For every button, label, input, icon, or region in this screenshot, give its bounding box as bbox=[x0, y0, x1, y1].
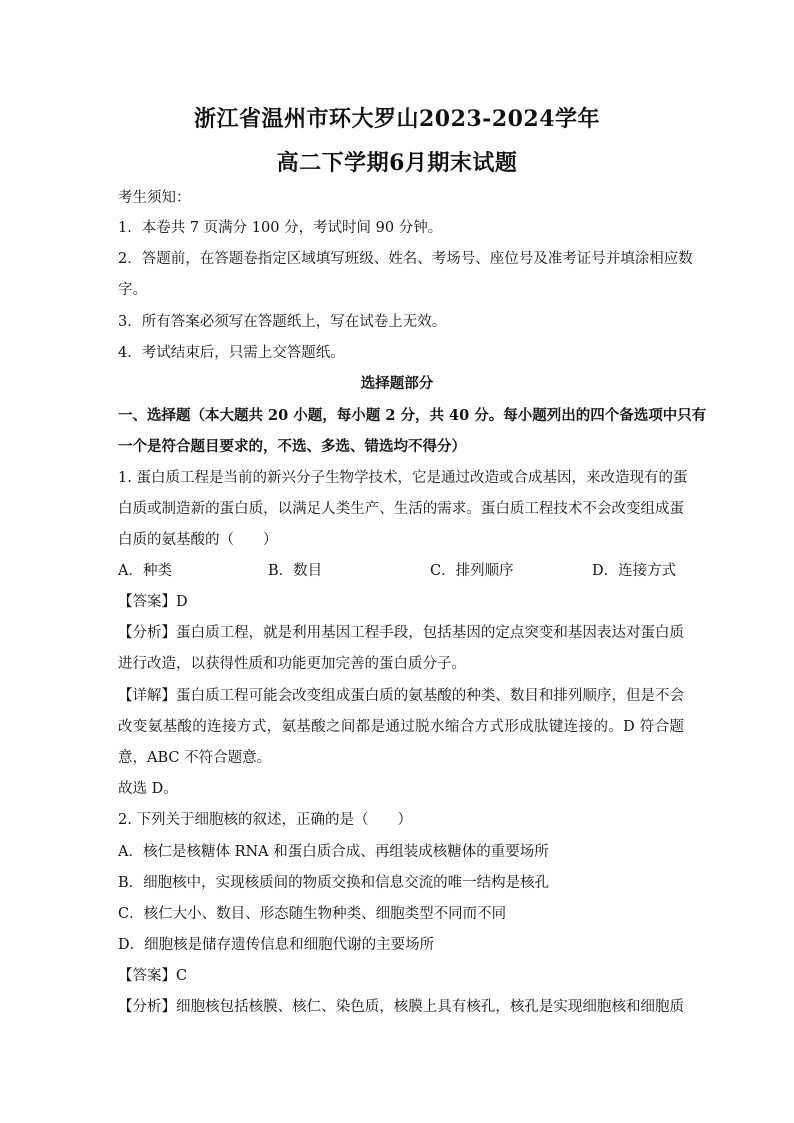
q1-detail-line-3: 意，ABC 不符合题意。 bbox=[118, 750, 272, 766]
q1-stem-line-1: 1. 蛋白质工程是当前的新兴分子生物学技术，它是通过改造或合成基因，来改造现有的蛋 bbox=[118, 470, 688, 486]
q1-option-b: B．数目 bbox=[268, 563, 323, 579]
notice-item-1: 1．本卷共 7 页满分 100 分，考试时间 90 分钟。 bbox=[118, 220, 443, 236]
section-instruction-1: 一、选择题（本大题共 20 小题，每小题 2 分，共 40 分。每小题列出的四个备选项中只有 bbox=[118, 407, 707, 424]
q2-option-a: A．核仁是核糖体 RNA 和蛋白质合成、再组装成核糖体的重要场所 bbox=[118, 844, 549, 860]
q1-analysis-line-1: 【分析】蛋白质工程，就是利用基因工程手段，包括基因的定点突变和基因表达对蛋白质 bbox=[118, 625, 684, 641]
exam-title-line-1: 浙江省温州市环大罗山2023-2024学年 bbox=[193, 106, 601, 132]
q2-option-d: D．细胞核是储存遗传信息和细胞代谢的主要场所 bbox=[118, 937, 435, 953]
q2-answer: 【答案】C bbox=[118, 968, 188, 984]
q1-analysis-line-2: 进行改造，以获得性质和功能更加完善的蛋白质分子。 bbox=[118, 656, 466, 672]
q2-analysis-line-1: 【分析】细胞核包括核膜、核仁、染色质，核膜上具有核孔，核孔是实现细胞核和细胞质 bbox=[118, 999, 684, 1015]
q1-conclusion: 故选 D。 bbox=[118, 781, 178, 797]
q1-detail-line-1: 【详解】蛋白质工程可能会改变组成蛋白质的氨基酸的种类、数目和排列顺序，但是不会 bbox=[118, 688, 684, 704]
q1-option-c: C．排列顺序 bbox=[430, 563, 514, 579]
q1-option-a: A．种类 bbox=[118, 563, 172, 579]
q2-option-c: C．核仁大小、数目、形态随生物种类、细胞类型不同而不同 bbox=[118, 906, 507, 922]
q2-option-b: B．细胞核中，实现核质间的物质交换和信息交流的唯一结构是核孔 bbox=[118, 875, 550, 891]
section-title: 选择题部分 bbox=[360, 375, 434, 392]
notice-item-4: 4．考试结束后，只需上交答题纸。 bbox=[118, 345, 345, 361]
q1-stem-line-3: 白质的氨基酸的（ ） bbox=[118, 532, 278, 548]
section-instruction-2: 一个是符合题目要求的，不选、多选、错选均不得分） bbox=[118, 438, 466, 455]
notice-item-3: 3．所有答案必须写在答题纸上，写在试卷上无效。 bbox=[118, 314, 447, 330]
notice-heading: 考生须知： bbox=[118, 190, 191, 206]
notice-item-2: 2．答题前，在答题卷指定区域填写班级、姓名、考场号、座位号及准考证号并填涂相应数 bbox=[118, 251, 693, 267]
notice-item-2-cont: 字。 bbox=[118, 282, 147, 298]
q2-stem: 2. 下列关于细胞核的叙述，正确的是（ ） bbox=[118, 812, 412, 828]
q1-stem-line-2: 白质或制造新的蛋白质，以满足人类生产、生活的需求。蛋白质工程技术不会改变组成蛋 bbox=[118, 501, 684, 517]
exam-title-line-2: 高二下学期6月期末试题 bbox=[276, 150, 518, 176]
q1-answer: 【答案】D bbox=[118, 594, 188, 610]
q1-detail-line-2: 改变氨基酸的连接方式，氨基酸之间都是通过脱水缩合方式形成肽键连接的。D 符合题 bbox=[118, 719, 684, 735]
q1-option-d: D．连接方式 bbox=[592, 563, 677, 579]
